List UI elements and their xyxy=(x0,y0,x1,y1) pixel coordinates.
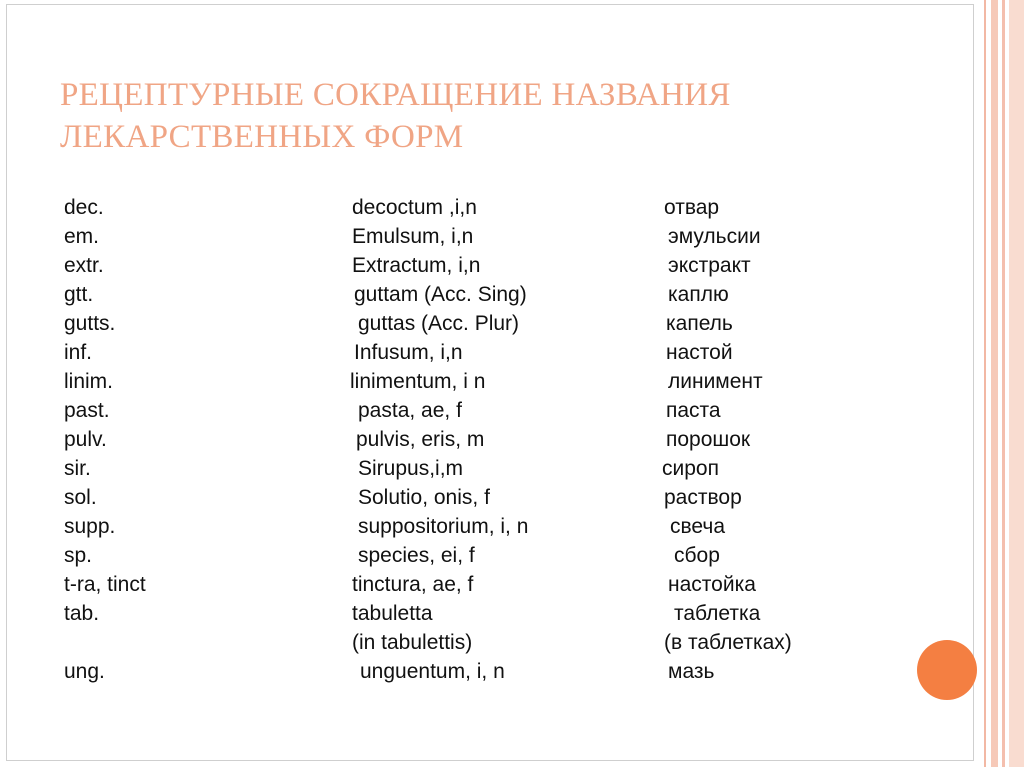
table-row xyxy=(0,367,980,396)
russian-name-cell: эмульсии xyxy=(668,225,761,248)
abbreviation-cell: t-ra, tinct xyxy=(64,573,146,596)
abbreviation-cell: sir. xyxy=(64,457,91,480)
russian-name-cell: (в таблетках) xyxy=(664,631,792,654)
latin-name-cell: (in tabulettis) xyxy=(352,631,473,654)
latin-name-cell: Extractum, i,n xyxy=(352,254,481,277)
russian-name-cell: экстракт xyxy=(668,254,751,277)
latin-name-cell: guttam (Acc. Sing) xyxy=(354,283,527,306)
table-row xyxy=(0,628,980,657)
decorative-stripe xyxy=(1002,0,1005,767)
abbreviation-cell: inf. xyxy=(64,341,93,364)
latin-name-cell: species, ei, f xyxy=(358,544,475,567)
table-row xyxy=(0,193,980,222)
russian-name-cell: капель xyxy=(666,312,733,335)
latin-name-cell: decoctum ,i,n xyxy=(352,196,477,219)
abbreviation-cell: em. xyxy=(64,225,100,248)
latin-name-cell: guttas (Acc. Plur) xyxy=(358,312,520,335)
table-row xyxy=(0,309,980,338)
russian-name-cell: сбор xyxy=(674,544,720,567)
table-row xyxy=(0,396,980,425)
russian-name-cell: паста xyxy=(666,399,721,422)
abbreviation-cell: pulv. xyxy=(64,428,107,451)
table-row xyxy=(0,425,980,454)
russian-name-cell: каплю xyxy=(668,283,729,306)
russian-name-cell: мазь xyxy=(668,660,715,683)
decorative-stripe xyxy=(984,0,986,767)
table-row xyxy=(0,570,980,599)
russian-name-cell: таблетка xyxy=(674,602,761,625)
table-row xyxy=(0,251,980,280)
russian-name-cell: сироп xyxy=(662,457,719,480)
latin-name-cell: linimentum, i n xyxy=(350,370,486,393)
russian-name-cell: настой xyxy=(666,341,733,364)
abbreviation-cell: past. xyxy=(64,399,110,422)
latin-name-cell: tinctura, ae, f xyxy=(352,573,474,596)
abbreviation-cell: tab. xyxy=(64,602,100,625)
table-row xyxy=(0,483,980,512)
russian-name-cell: настойка xyxy=(668,573,756,596)
table-row xyxy=(0,454,980,483)
abbreviation-cell: ung. xyxy=(64,660,105,683)
russian-name-cell: линимент xyxy=(668,370,763,393)
abbreviation-cell: sp. xyxy=(64,544,93,567)
russian-name-cell: раствор xyxy=(664,486,742,509)
decorative-stripe xyxy=(1009,0,1024,767)
title-line-2: ЛЕКАРСТВЕННЫХ ФОРМ xyxy=(60,119,464,155)
table-row xyxy=(0,599,980,628)
abbreviation-cell: gtt. xyxy=(64,283,94,306)
table-row xyxy=(0,222,980,251)
russian-name-cell: свеча xyxy=(670,515,726,538)
abbreviation-cell: linim. xyxy=(64,370,114,393)
table-row xyxy=(0,280,980,309)
slide-title xyxy=(60,74,940,158)
russian-name-cell: порошок xyxy=(666,428,751,451)
latin-name-cell: unguentum, i, n xyxy=(360,660,505,683)
latin-name-cell: Sirupus,i,m xyxy=(358,457,464,480)
abbreviation-cell: sol. xyxy=(64,486,97,509)
abbreviation-cell: dec. xyxy=(64,196,104,219)
table-row xyxy=(0,512,980,541)
table-row xyxy=(0,541,980,570)
latin-name-cell: suppositorium, i, n xyxy=(358,515,529,538)
abbreviation-table xyxy=(0,193,980,686)
table-row xyxy=(0,338,980,367)
latin-name-cell: Emulsum, i,n xyxy=(352,225,474,248)
abbreviation-cell: supp. xyxy=(64,515,116,538)
decorative-stripe xyxy=(991,0,998,767)
russian-name-cell: отвар xyxy=(664,196,720,219)
title-line-1: РЕЦЕПТУРНЫЕ СОКРАЩЕНИЕ НАЗВАНИЯ xyxy=(60,77,731,113)
latin-name-cell: pulvis, eris, m xyxy=(356,428,485,451)
latin-name-cell: Infusum, i,n xyxy=(354,341,463,364)
table-row xyxy=(0,657,980,686)
abbreviation-cell: gutts. xyxy=(64,312,116,335)
latin-name-cell: pasta, ae, f xyxy=(358,399,462,422)
abbreviation-cell: extr. xyxy=(64,254,104,277)
latin-name-cell: tabuletta xyxy=(352,602,433,625)
latin-name-cell: Solutio, onis, f xyxy=(358,486,490,509)
